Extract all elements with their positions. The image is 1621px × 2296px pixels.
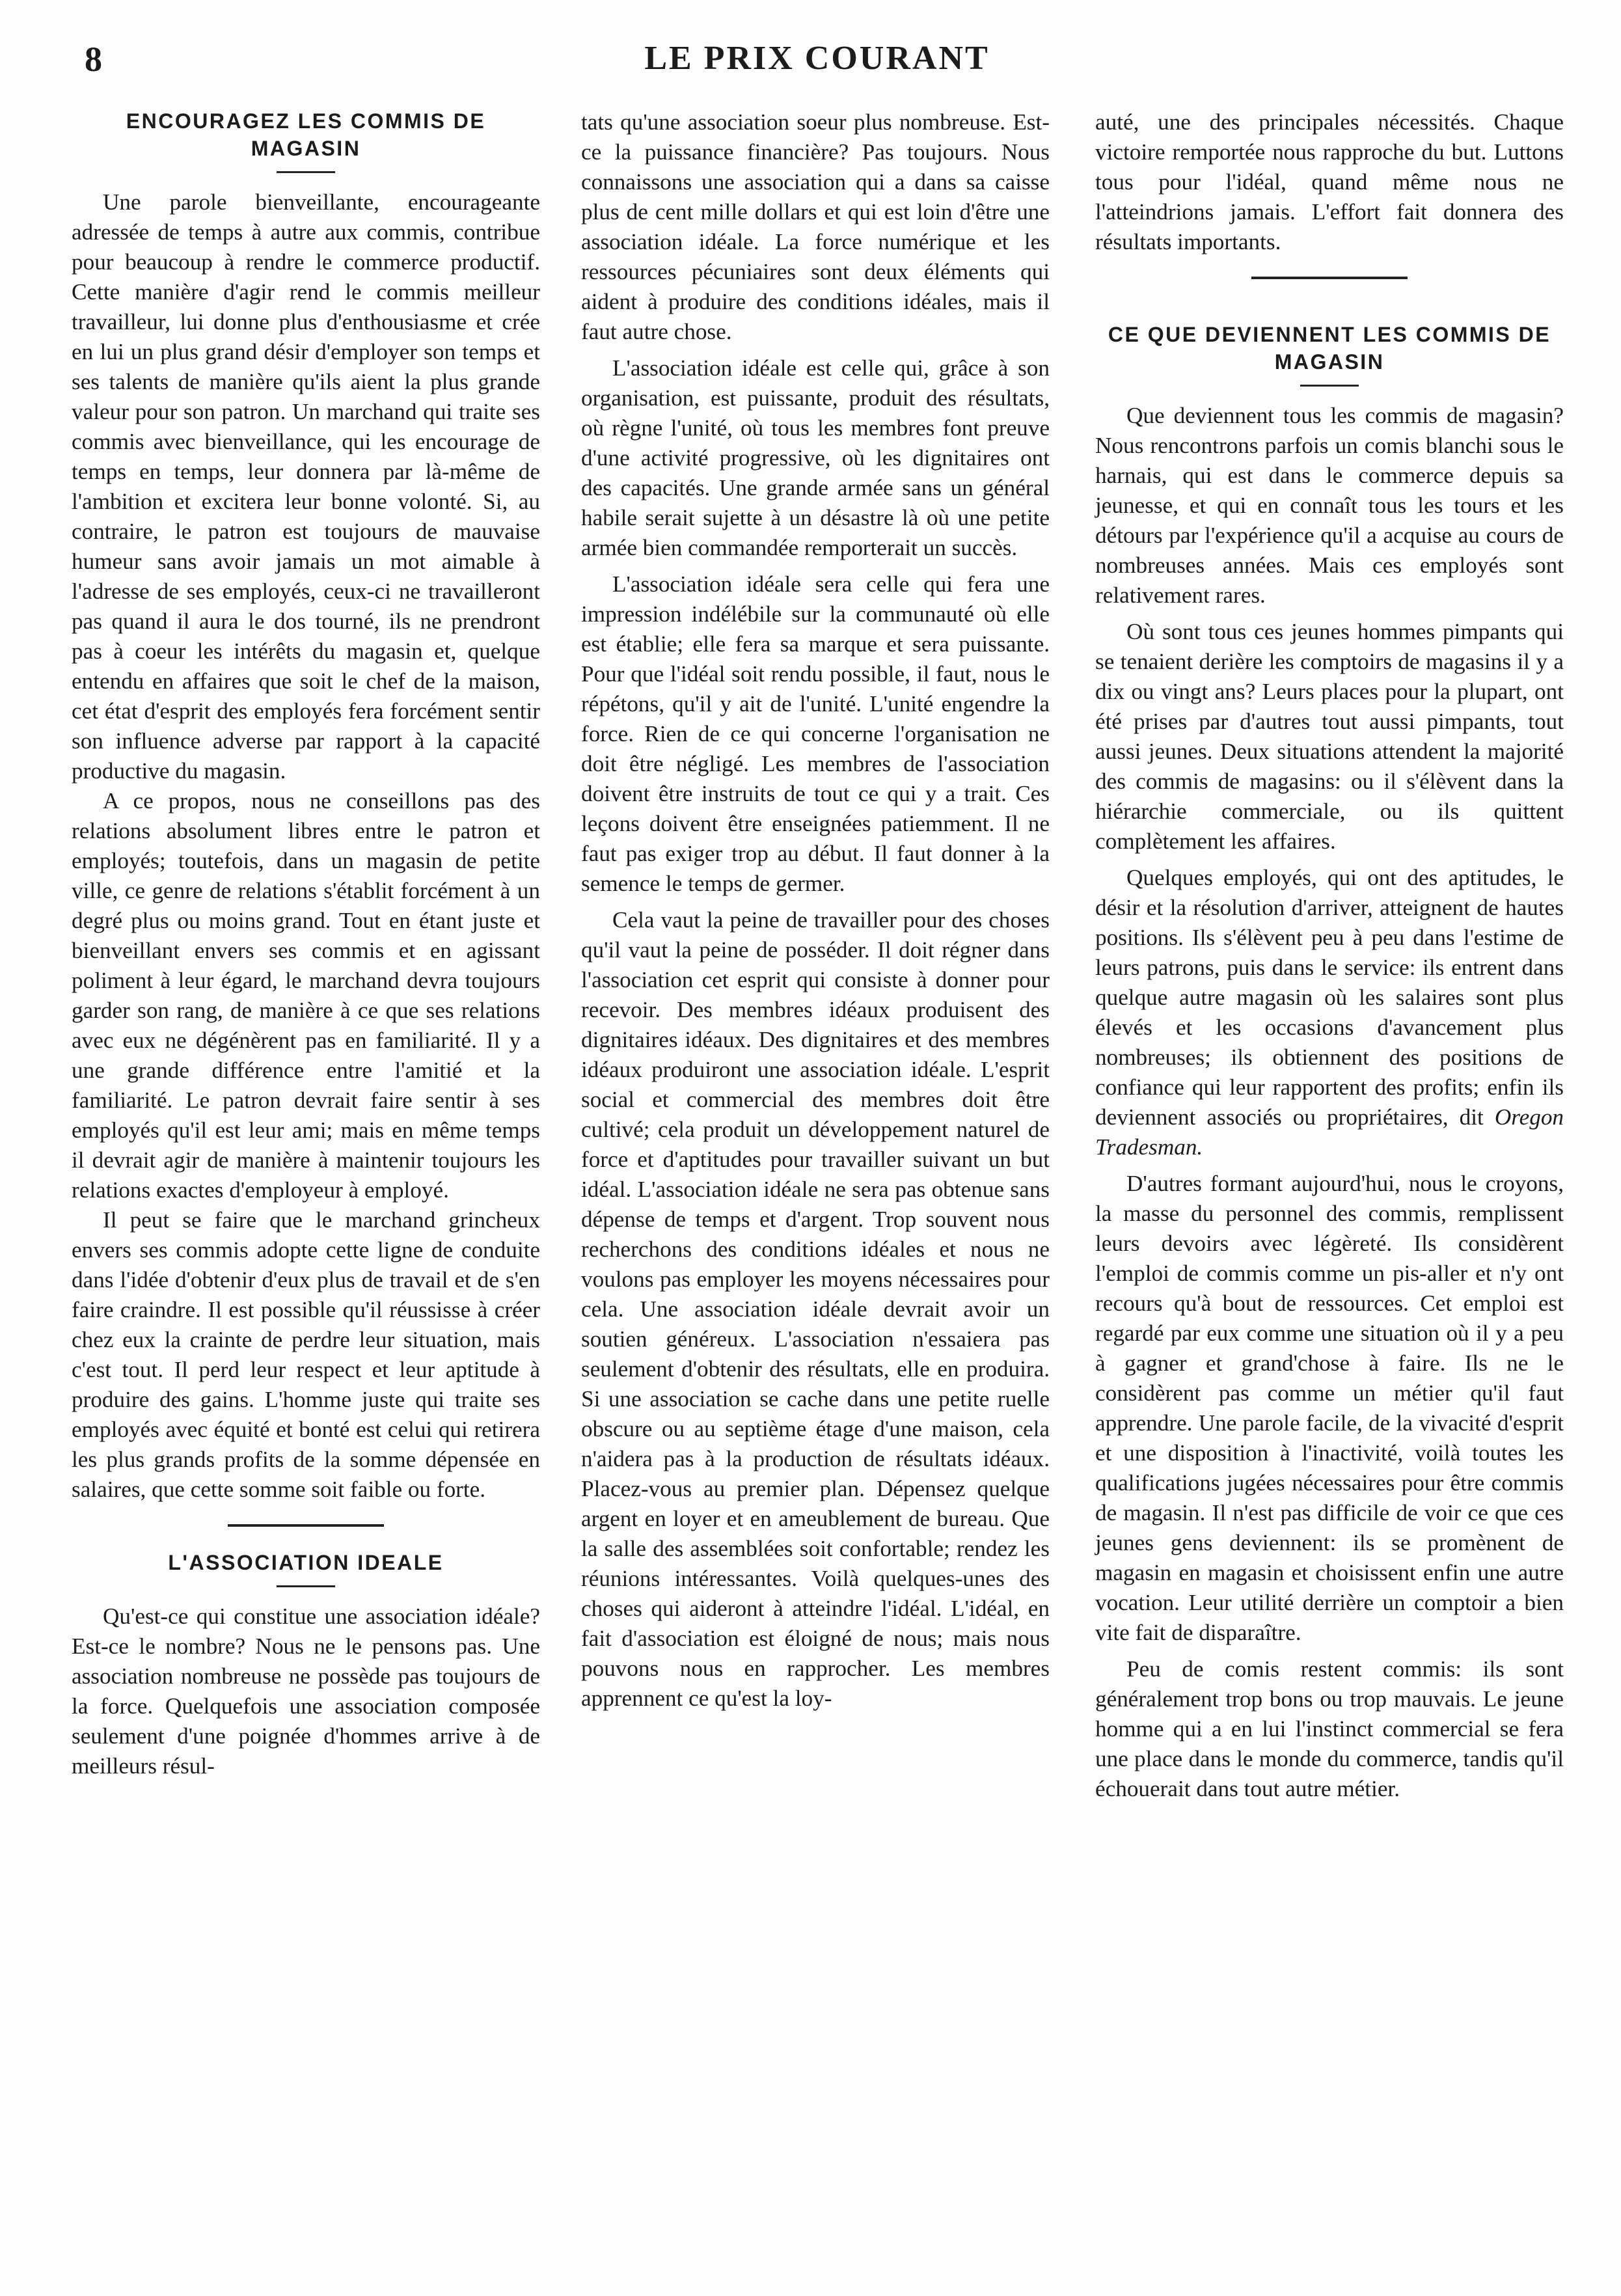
column-1 bbox=[72, 107, 540, 1781]
article2-paragraph: Qu'est-ce qui constitue une association idéale? Est-ce le nombre? Nous ne le pensons pas. Une association nombreuse ne possède pas toujours de la force. Quelquefois une association composée seulement d'une poignée d'hommes arrive à de meilleurs résul- bbox=[72, 1604, 540, 1779]
heading-rule bbox=[1300, 385, 1359, 387]
article1-paragraph: Il peut se faire que le marchand grincheux envers ses commis adopte cette ligne de conduite dans l'idée d'obtenir d'eux plus de travail et de s'en faire craindre. Il est possible qu'il réussisse à créer chez eux la crainte de perdre leur situation, mais c'est tout. Il perd leur respect et leur aptitude à produire des gains. L'homme juste qui traite ses employés avec équité et bonté est celui qui retirera les plus grands profits de la somme dépensée en salaires, que cette somme soit faible ou forte. bbox=[72, 1207, 540, 1502]
article3-paragraph: Que deviennent tous les commis de magasin? Nous rencontrons parfois un comis blanchi sous le harnais, qui est dans le commerce depuis sa jeunesse, et qui en connaît tous les tours et les détours par l'expérience qu'il a acquise au cours de nombreuses années. Mais ces employés sont relativement rares. bbox=[1095, 403, 1564, 608]
heading-rule bbox=[277, 1585, 335, 1587]
article2-paragraph-continued: tats qu'une association soeur plus nombreuse. Est-ce la puissance financière? Pas toujours. Nous connaissons une association qui a dans sa caisse plus de cent mille dollars et qui est loin d'être une association idéale. La force numérique et les ressources pécuniaires sont deux éléments qui aident à produire des conditions idéales, mais il faut autre chose. bbox=[581, 109, 1050, 344]
article3-paragraph-text: Quelques employés, qui ont des aptitudes, le désir et la résolution d'arriver, atteignent de hautes positions. Ils s'élèvent peu à peu dans l'estime de leurs patrons, puis dans le service: ils entrent dans quelque autre magasin où les salaires sont plus élevés et les occasions d'avancement plus nombreuses; ils obtiennent des positions de confiance qui leur rapportent des profits; enfin ils deviennent associés ou propriétaires, dit bbox=[1095, 865, 1564, 1130]
page-number: 8 bbox=[85, 40, 102, 79]
column-3 bbox=[1095, 107, 1564, 1804]
article-separator bbox=[228, 1524, 384, 1527]
article2-paragraph: L'association idéale sera celle qui fera une impression indélébile sur la communauté où elle est établie; elle fera sa marque et sera puissante. Pour que l'idéal soit rendu possible, il faut, nous le répétons, qu'il y ait de l'unité. L'unité engendre la force. Rien de ce qui concerne l'organisation ne doit être négligé. Les membres de l'association doivent être instruits de tout ce qui y a trait. Ces leçons doivent être enseignées patiemment. Il ne faut pas exiger trop au début. Il faut donner à la semence le temps de germer. bbox=[581, 571, 1050, 896]
article-heading-association: L'ASSOCIATION IDEALE bbox=[168, 1551, 444, 1574]
article1-paragraph: Une parole bienveillante, encourageante adressée de temps à autre aux commis, contribue pour beaucoup à rendre le commerce productif. Cette manière d'agir rend le commis meilleur travailleur, lui donne plus d'enthousiasme et crée en lui un plus grand désir d'employer son temps et ses talents de manière qu'ils aient la plus grande valeur pour son patron. Un marchand qui traite ses commis avec bienveillance, qui les encourage de temps en temps, leur donnera par là-même de l'ambition et excitera leur bonne volonté. Si, au contraire, le patron est toujours de mauvaise humeur sans avoir jamais un mot aimable à l'adresse de ses employés, ceux-ci ne travailleront pas quand il aura le dos tourné, ils ne prendront pas à coeur les intérêts du magasin et, quelque entendu en affaires que soit le chef de la maison, cet état d'esprit des employés fera forcément sentir son influence adverse par rapport à la capacité productive du magasin. bbox=[72, 189, 540, 784]
article1-paragraph: A ce propos, nous ne conseillons pas des relations absolument libres entre le patron et employés; toutefois, dans un magasin de petite ville, ce genre de relations s'établit forcément à un degré plus ou moins grand. Tout en étant juste et bienveillant envers ses commis et en agissant poliment à leur égard, le marchand devra toujours garder son rang, de manière à ce que ses relations avec eux ne dégénèrent pas en familiarité. Il y a une grande différence entre l'amitié et la familiarité. Le patron devrait faire sentir à ses employés qu'il est leur ami; mais en même temps il devrait agir de manière à maintenir toujours les relations exactes d'employeur à employé. bbox=[72, 788, 540, 1203]
article2-paragraph: L'association idéale est celle qui, grâce à son organisation, est puissante, produit des résultats, où règne l'unité, où tous les membres font preuve d'une activité progressive, où les dignitaires ont des capacités. Une grande armée sans un général habile serait sujette à un désastre là où une petite armée bien commandée remporterait un succès. bbox=[581, 355, 1050, 560]
article3-paragraph: Peu de comis restent commis: ils sont généralement trop bons ou trop mauvais. Le jeune homme qui a en lui l'instinct commercial se fera une place dans le monde du commerce, tandis qu'il échouerait dans tout autre métier. bbox=[1095, 1656, 1564, 1801]
article3-paragraph: D'autres formant aujourd'hui, nous le croyons, la masse du personnel des commis, remplissent leurs devoirs avec légèreté. Ils considèrent l'emploi de commis comme un pis-aller et n'y ont recours qu'à bout de ressources. Cet emploi est regardé par eux comme une situation où il y a peu à gagner et grand'chose à faire. Ils ne le considèrent pas comme un métier qu'il faut apprendre. Une parole facile, de la vivacité d'esprit et une disposition à l'inactivité, voilà toutes les qualifications jugées nécessaires pour être commis de magasin. Il n'est pas difficile de voir ce que ces jeunes gens deviennent: ils se promènent de magasin en magasin et choisissent enfin une autre vocation. Leur utilité derrière un comptoir a bien vite fait de disparaître. bbox=[1095, 1171, 1564, 1645]
article-heading-commis: CE QUE DEVIENNENT LES COMMIS DE MAGASIN bbox=[1108, 323, 1551, 374]
article3-paragraph bbox=[1095, 863, 1564, 1162]
running-title: LE PRIX COURANT bbox=[644, 40, 990, 77]
source-signature: Oregon Tradesman. bbox=[1095, 1104, 1564, 1160]
article-heading-encouragez: ENCOURAGEZ LES COMMIS DE MAGASIN bbox=[126, 109, 486, 160]
article3-paragraph: Où sont tous ces jeunes hommes pimpants qui se tenaient derière les comptoirs de magasins il y a dix ou vingt ans? Leurs places pour la plupart, ont été prises par d'autres tout aussi pimpants, tout aussi jeunes. Deux situations attendent la majorité des commis de magasins: ou il s'élèvent dans la hiérarchie commerciale, ou ils quittent complètement les affaires. bbox=[1095, 619, 1564, 854]
article2-paragraph-continued: auté, une des principales nécessités. Chaque victoire remportée nous rapproche du but. Luttons tous pour l'idéal, quand même nous ne l'atteindrions jamais. L'effort fait donnera des résultats importants. bbox=[1095, 109, 1564, 254]
article-separator bbox=[1251, 277, 1408, 279]
heading-rule bbox=[277, 171, 335, 173]
page-header bbox=[85, 39, 1549, 91]
article2-paragraph: Cela vaut la peine de travailler pour des choses qu'il vaut la peine de posséder. Il doit régner dans l'association cet esprit qui consiste à donner pour recevoir. Des membres idéaux produisent des dignitaires idéaux. Des dignitaires et des membres idéaux produiront une association idéale. L'esprit social et commercial des membres doit être cultivé; cela produit un développement naturel de force et d'aptitudes pour travailler suivant un but idéal. L'association idéale ne sera pas obtenue sans dépense de temps et d'argent. Trop souvent nous recherchons des conditions idéales et nous ne voulons pas employer les moyens nécessaires pour cela. Une association idéale devrait avoir un soutien généreux. L'association n'essaiera pas seulement d'obtenir des résultats, elle en produira. Si une association se cache dans une petite ruelle obscure ou au septième étage d'une maison, cela n'aidera pas à la production de résultats idéaux. Placez-vous au premier plan. Dépensez quelque argent en loyer et en ameublement de bureau. Que la salle des assemblées soit confortable; rendez les réunions intéressantes. Voilà quelques-unes des choses qui aideront à atteindre l'idéal. L'idéal, en fait d'association est éloigné de nous; mais nous pouvons nous en rapprocher. Les membres apprennent ce qu'est la loy- bbox=[581, 907, 1050, 1711]
column-2 bbox=[581, 107, 1050, 1714]
